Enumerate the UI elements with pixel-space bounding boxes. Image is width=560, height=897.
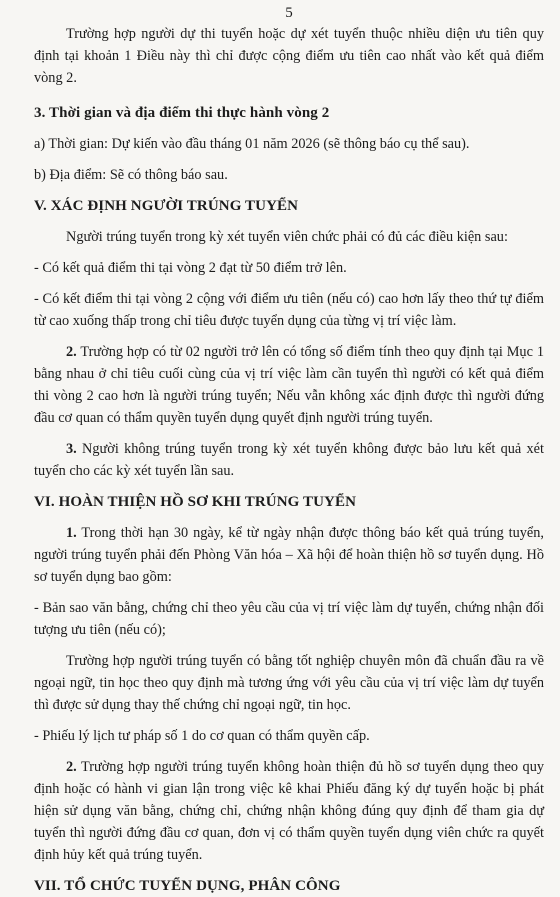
- paragraph: b) Địa điểm: Sẽ có thông báo sau.: [34, 167, 228, 183]
- section-heading: VI. HOÀN THIỆN HỒ SƠ KHI TRÚNG TUYỂN: [34, 494, 356, 510]
- item-number: 2.: [66, 344, 77, 360]
- paragraph: 3. Người không trúng tuyển trong kỳ xét tuyển không được bảo lưu kết quả xét tuyển cho các kỳ xét tuyển lần sau.: [34, 441, 544, 479]
- paragraph: Trường hợp người trúng tuyển có bằng tốt nghiệp chuyên môn đã chuẩn đầu ra về ngoại ngữ, tin học theo quy định mà tương ứng với yêu cầu của vị trí việc làm dự tuyển thì được sử dụng thay thế chứng chỉ ngoại ngữ, tin học.: [34, 653, 544, 713]
- paragraph: a) Thời gian: Dự kiến vào đầu tháng 01 năm 2026 (sẽ thông báo cụ thể sau).: [34, 136, 470, 152]
- page-number: 5: [285, 5, 293, 21]
- paragraph: 1. Trong thời hạn 30 ngày, kể từ ngày nhận được thông báo kết quả trúng tuyển, người trúng tuyển phải đến Phòng Văn hóa – Xã hội để hoàn thiện hồ sơ tuyển dụng. Hồ sơ tuyển dụng bao gồm:: [34, 525, 544, 585]
- section-heading: VII. TỔ CHỨC TUYỂN DỤNG, PHÂN CÔNG: [34, 878, 341, 894]
- paragraph: Trường hợp người dự thi tuyển hoặc dự xét tuyển thuộc nhiều diện ưu tiên quy định tại khoản 1 Điều này thì chỉ được cộng điểm ưu tiên cao nhất vào kết quả điểm vòng 2.: [34, 26, 544, 86]
- paragraph: 2. Trường hợp người trúng tuyển không hoàn thiện đủ hồ sơ tuyển dụng theo quy định hoặc có hành vi gian lận trong việc kê khai Phiếu đăng ký dự tuyển hoặc bị phát hiện sử dụng văn bằng, chứng chỉ, chứng nhận không đúng quy định để tham gia dự tuyển thì người đứng đầu cơ quan, đơn vị có thẩm quyền tuyển dụng viên chức ra quyết định hủy kết quả trúng tuyển.: [34, 759, 544, 863]
- paragraph: - Bản sao văn bằng, chứng chỉ theo yêu cầu của vị trí việc làm dự tuyển, chứng nhận đối tượng ưu tiên (nếu có);: [34, 600, 544, 638]
- item-number: 1.: [66, 525, 77, 541]
- paragraph: - Có kết điểm thi tại vòng 2 cộng với điểm ưu tiên (nếu có) cao hơn lấy theo thứ tự điểm từ cao xuống thấp trong chỉ tiêu được tuyển dụng của từng vị trí việc làm.: [34, 291, 544, 329]
- paragraph: - Có kết quả điểm thi tại vòng 2 đạt từ 50 điểm trở lên.: [34, 260, 347, 276]
- paragraph: - Phiếu lý lịch tư pháp số 1 do cơ quan có thẩm quyền cấp.: [34, 728, 370, 744]
- item-number: 3.: [66, 441, 77, 457]
- section-heading: 3. Thời gian và địa điểm thi thực hành vòng 2: [34, 105, 330, 121]
- paragraph: 2. Trường hợp có từ 02 người trở lên có tổng số điểm tính theo quy định tại Mục 1 bằng nhau ở chỉ tiêu cuối cùng của vị trí việc làm cần tuyển thì người có kết quả điểm thi vòng 2 cao hơn là người trúng tuyển; Nếu vẫn không xác định được thì người đứng đầu cơ quan có thẩm quyền tuyển dụng quyết định người trúng tuyển.: [34, 344, 544, 426]
- item-number: 2.: [66, 759, 77, 775]
- section-heading: V. XÁC ĐỊNH NGƯỜI TRÚNG TUYỂN: [34, 198, 299, 214]
- paragraph: Người trúng tuyển trong kỳ xét tuyển viên chức phải có đủ các điều kiện sau:: [66, 229, 508, 245]
